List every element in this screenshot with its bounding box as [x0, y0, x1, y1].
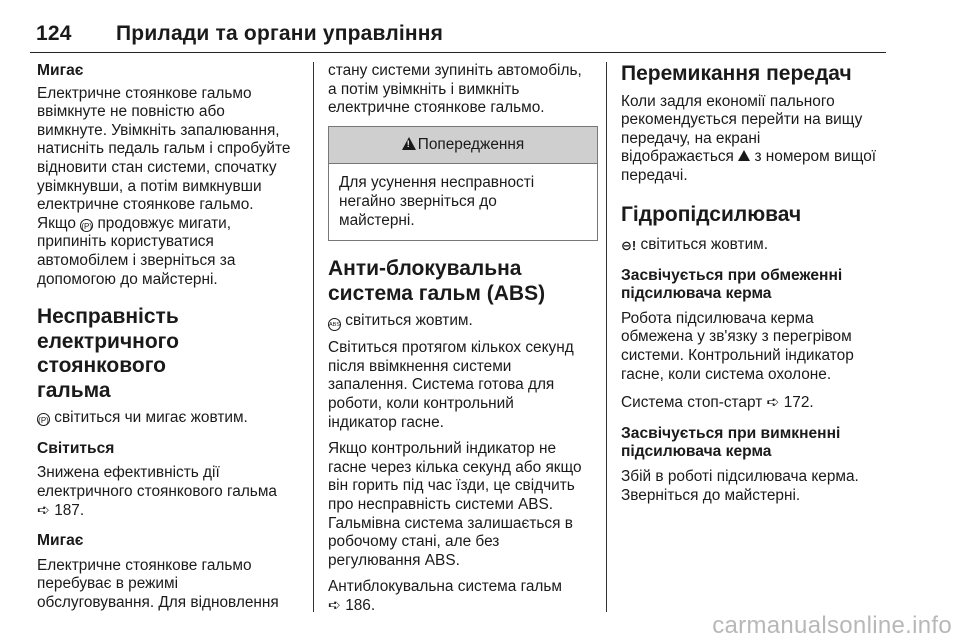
paragraph-fault-indicator: (P) світиться чи мигає жовтим. — [38, 409, 248, 427]
shift-up-arrow-icon — [738, 150, 750, 161]
heading-abs: Анти-блокувальна система гальм (ABS) — [328, 257, 546, 305]
column-divider-right — [606, 62, 607, 612]
power-steering-icon: ⊖! — [621, 237, 637, 253]
paragraph-service-mode: Електричне стоянкове гальмо перебуває в режимі обслуговування. Для відновлення — [37, 556, 279, 611]
paragraph-power-steering-indicator: ⊖! світиться жовтим. — [621, 235, 769, 253]
page-reference-icon: ➪ — [37, 501, 50, 519]
column-2 — [328, 62, 598, 615]
paragraph-reduced-efficiency: Знижена ефективність дії електричного стоянкового гальма ➪ 187. — [37, 464, 277, 519]
page-reference: 172. — [783, 394, 814, 412]
paragraph-parking-brake-not-engaged: Електричне стоянкове гальмо ввімкнуте не повністю або вимкнуте. Увімкніть запалювання, натисніть педаль гальм і спробуйте відновити стан системи, спочатку увімкнувши, а потім вимкнувши електричне стоянкове гальмо. — [37, 84, 291, 214]
abs-icon: ABS — [328, 318, 341, 331]
parking-brake-icon: (P) — [80, 219, 93, 232]
subheading-blinks-2: Мигає — [37, 532, 84, 550]
subheading-steering-off: Засвічується при вимкненні підсилювача керма — [621, 424, 841, 461]
page-reference: 187. — [54, 501, 85, 519]
warning-box — [328, 126, 598, 241]
page-header — [36, 22, 924, 46]
page-reference-icon: ➪ — [328, 596, 341, 614]
heading-gear-shift: Перемикання передач — [621, 62, 852, 85]
parking-brake-fault-icon: (P) — [37, 413, 50, 426]
paragraph-abs-fault: Якщо контрольний індикатор не гасне через кілька секунд або якщо він горить під час їзди, це свідчить про несправність системи ABS. Гальмівна система залишається в робочому стані, але без регулювання ABS. — [328, 440, 582, 569]
subheading-blinks: Мигає — [37, 62, 84, 79]
subheading-steering-limited: Засвічується при обмеженні підсилювача керма — [621, 266, 843, 303]
warning-body: Для усунення несправності негайно зверніться до майстерні. — [339, 174, 535, 229]
paragraph-abs-indicator: ABS світиться жовтим. — [329, 312, 473, 330]
paragraph-steering-limited: Робота підсилювача керма обмежена у зв'язку з перегрівом системи. Контрольний індикатор гасне, коли система охолоне. — [621, 309, 854, 383]
warning-header: !Попередження — [329, 127, 597, 165]
paragraph-restore-state: стану системи зупиніть автомобіль, а потім увімкніть і вимкніть електричне стоянкове гальмо. — [328, 62, 582, 117]
paragraph-keeps-blinking: Якщо (P) продовжує мигати, припиніть користуватися автомобілем і зверніться за допомогою до майстерні. — [37, 214, 236, 288]
watermark: carmanualsonline.info — [712, 612, 952, 639]
heading-parking-brake-fault: Несправність електричного стоянкового гальма — [37, 305, 179, 402]
column-divider-left — [313, 62, 314, 612]
subheading-lights: Світиться — [37, 439, 115, 457]
heading-power-steering: Гідропідсилювач — [621, 203, 802, 227]
warning-triangle-icon — [402, 137, 416, 150]
page-title: Прилади та органи управління — [116, 22, 444, 45]
column-1 — [37, 62, 305, 612]
paragraph-abs-reference: Антиблокувальна система гальм ➪ 186. — [328, 578, 563, 614]
column-3 — [621, 62, 889, 505]
paragraph-abs-startup: Світиться протягом кількох секунд після ввімкнення системи запалення. Система готова для роботи, коли контрольний індикатор гасне. — [328, 339, 574, 431]
page-reference: 186. — [345, 596, 376, 614]
page-number: 124 — [36, 22, 72, 45]
paragraph-gear-shift: Коли задля економії пального рекомендується перейти на вищу передачу, на екрані відображається з номером вищої передачі. — [621, 92, 877, 184]
paragraph-stop-start: Система стоп-старт ➪ 172. — [621, 394, 814, 412]
paragraph-steering-fault: Збій в роботі підсилювача керма. Зверніться до майстерні. — [621, 467, 859, 504]
page-reference-icon: ➪ — [766, 394, 780, 412]
header-rule — [30, 52, 886, 53]
